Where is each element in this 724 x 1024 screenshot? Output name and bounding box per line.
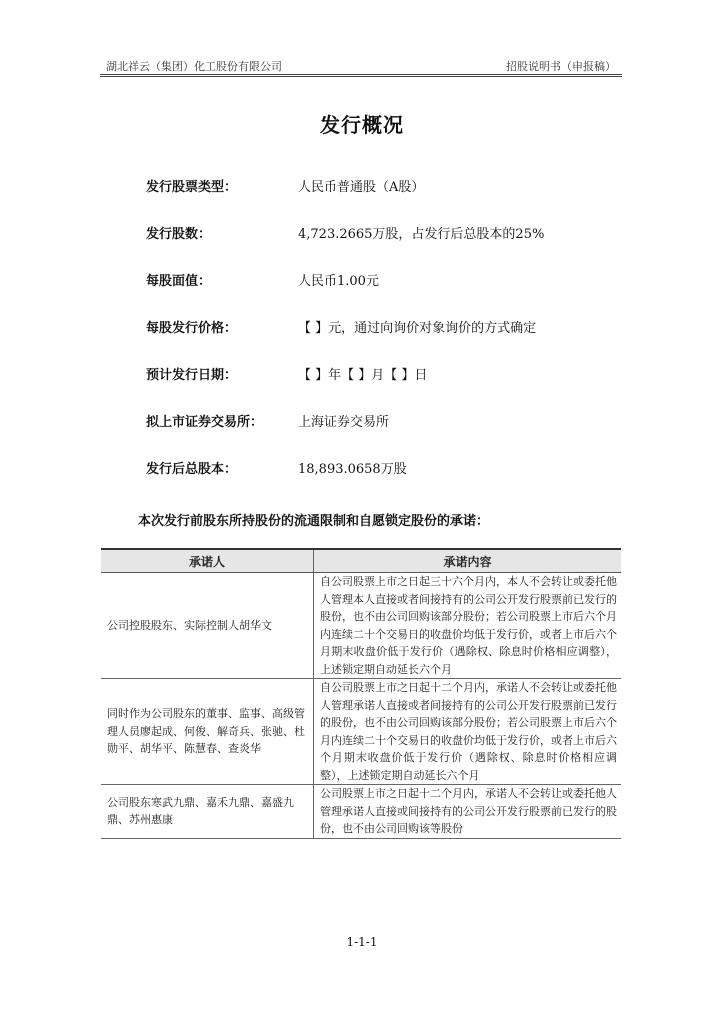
page-number: 1-1-1 <box>346 935 378 949</box>
info-label: 发行股票类型： <box>146 180 238 195</box>
info-label: 发行后总股本： <box>146 462 238 477</box>
committer-cell: 公司股东寒武九鼎、嘉禾九鼎、嘉盛九鼎、苏州惠康 <box>101 785 314 839</box>
info-value: 人民币1.00元 <box>298 274 379 289</box>
content-cell: 自公司股票上市之日起三十六个月内，本人不会转让或委托他人管理本人直接或者间接持有的公司公开发行股票前已发行的股份，也不由公司回购该部分股份；若公司股票上市后六个月内连续二十个交易日的收盘价均低于发行价，或者上市后六个月期末收盘价低于发行价（遇除权、除息时价格相应调整），上述锁定期自动延长六个月 <box>314 573 622 679</box>
info-label: 发行股数： <box>146 227 212 242</box>
info-label: 每股发行价格： <box>146 321 238 336</box>
info-label: 每股面值： <box>146 274 212 289</box>
info-value: 4,723.2665万股，占发行后总股本的25% <box>298 227 545 242</box>
header-rule-inner <box>100 76 622 77</box>
page-title: 发行概况 <box>320 113 404 137</box>
table-header-row <box>101 549 621 573</box>
info-value: 【 】元，通过向询价对象询价的方式确定 <box>298 321 537 336</box>
table-row <box>101 679 621 785</box>
info-value: 【 】年【 】月【 】日 <box>298 368 428 383</box>
header-rule <box>100 74 622 75</box>
commitment-heading: 本次发行前股东所持股份的流通限制和自愿锁定股份的承诺： <box>138 514 490 529</box>
info-value: 人民币普通股（A股） <box>298 180 425 195</box>
header-company: 湖北祥云（集团）化工股份有限公司 <box>106 60 282 73</box>
header-doc-type: 招股说明书（申报稿） <box>506 60 616 73</box>
content-cell: 公司股票上市之日起十二个月内，承诺人不会转让或委托他人管理承诺人直接或间接持有的公司公开发行股票前已发行的股份，也不由公司回购该等股份 <box>314 785 622 839</box>
committer-cell: 公司控股股东、实际控制人胡华文 <box>101 573 314 679</box>
info-value: 18,893.0658万股 <box>298 462 407 477</box>
commitment-table <box>101 548 621 839</box>
info-value: 上海证券交易所 <box>298 415 390 430</box>
committer-cell: 同时作为公司股东的董事、监事、高级管理人员廖起成、何俊、解奇兵、张驰、杜勋平、胡华平、陈慧春、查炎华 <box>101 679 314 785</box>
column-header-committer: 承诺人 <box>101 549 314 573</box>
table-row <box>101 573 621 679</box>
column-header-content: 承诺内容 <box>314 549 622 573</box>
info-label: 预计发行日期： <box>146 368 238 383</box>
info-label: 拟上市证券交易所： <box>146 415 264 430</box>
content-cell: 自公司股票上市之日起十二个月内，承诺人不会转让或委托他人管理承诺人直接或者间接持有的公司公开发行股票前已发行的股份，也不由公司回购该部分股份；若公司股票上市后六个月内连续二十个交易日的收盘价均低于发行价，或者上市后六个月期末收盘价低于发行价（遇除权、除息时价格相应调整），上述锁定期自动延长六个月 <box>314 679 622 785</box>
table-row <box>101 785 621 839</box>
